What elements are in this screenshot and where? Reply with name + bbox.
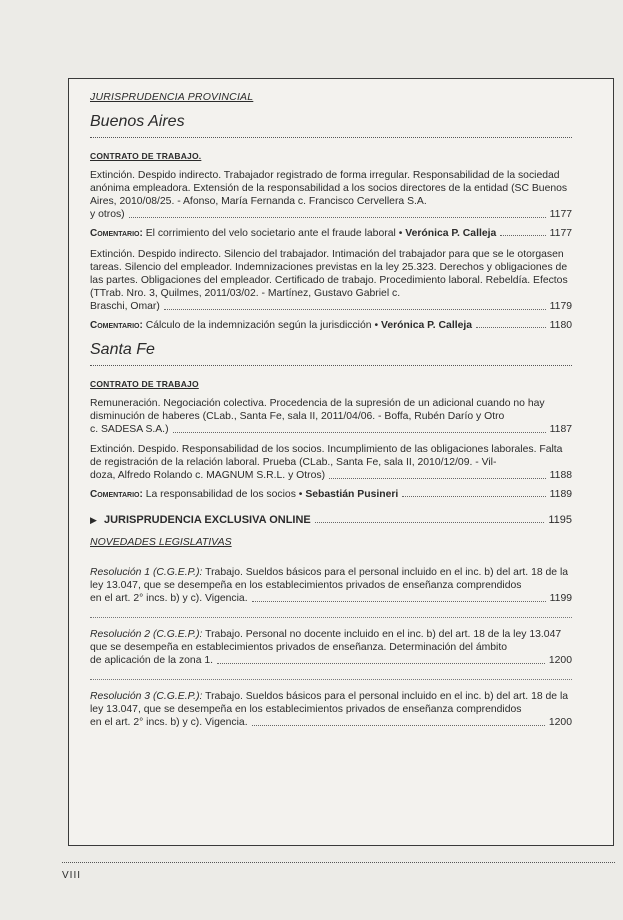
resolution-text: Trabajo. Personal no docente incluido en el inc. b) del art. 18 de la ley 13.047 que se desempeña en establecimientos privados de enseñanza. Determinación del ámbito [90, 629, 562, 653]
dot-leader [252, 601, 546, 602]
dot-leader [217, 663, 545, 664]
dot-leader [500, 235, 545, 236]
page-ref: 1177 [549, 228, 572, 239]
page-ref: 1179 [549, 301, 572, 312]
entry-text-last: y otros) [90, 209, 125, 220]
comment-text: Cálculo de la indemnización según la jurisdicción [145, 320, 372, 331]
resolution-entry[interactable] [90, 566, 572, 618]
comment-label: Comentario: [90, 489, 143, 500]
index-entry[interactable] [90, 397, 572, 436]
comment-author: Sebastián Pusineri [305, 489, 399, 500]
comment-text: La responsabilidad de los socios [145, 489, 296, 500]
index-box [68, 78, 614, 846]
resolution-entry[interactable] [90, 690, 572, 741]
resolution-text-last: de aplicación de la zona 1. [90, 655, 214, 666]
resolution-ref: Resolución 2 (C.G.E.P.): [90, 629, 203, 640]
online-link[interactable] [90, 514, 572, 526]
region-title: Buenos Aires [90, 113, 572, 138]
dot-leader [476, 327, 546, 328]
index-entry[interactable] [90, 443, 572, 482]
entry-text-last: c. SADESA S.A.) [90, 424, 169, 435]
page-ref: 1187 [549, 424, 572, 435]
entry-text-last: Braschi, Omar) [90, 301, 160, 312]
resolution-entry[interactable] [90, 628, 572, 680]
dot-leader [329, 478, 546, 479]
comment-label: Comentario: [90, 228, 143, 239]
comment-author: Verónica P. Calleja [405, 228, 497, 239]
page-ref: 1177 [549, 209, 572, 220]
bullet: • [398, 228, 403, 239]
resolution-ref: Resolución 3 (C.G.E.P.): [90, 691, 203, 702]
page-ref: 1199 [549, 593, 572, 604]
page-ref: 1195 [548, 514, 572, 526]
bullet: • [374, 320, 379, 331]
resolution-ref: Resolución 1 (C.G.E.P.): [90, 567, 203, 578]
resolution-text: Trabajo. Sueldos básicos para el personal incluido en el inc. b) del art. 18 de la ley 13.047, que se desempeña en los establecimientos privados de enseñanza comprendidos [90, 567, 569, 591]
entry-text: Extinción. Despido indirecto. Silencio del trabajador. Intimación del trabajador para que se le otorgasen tareas. Silencio del empleador. Indemnizaciones previstas en la ley 25.323. Derechos y obligaciones de las partes. Obligaciones del empleador. Certificado de trabajo. Procedimiento laboral. Rebeldía. Efectos (TTrab. Nro. 3, Quilmes, 2011/03/02. - Martínez, Gustavo Gabriel c. [90, 249, 568, 299]
region-title: Santa Fe [90, 341, 572, 366]
index-entry[interactable] [90, 248, 572, 313]
entry-text: Extinción. Despido indirecto. Trabajador registrado de forma irregular. Responsabilidad de la sociedad anónima empleadora. Extensión de la responsabilidad a los socios directores de la entidad (SC Buenos Aires, 2010/08/25. - Afonso, María Fernanda c. Francisco Cervellera S.A. [90, 170, 568, 207]
entry-text: Extinción. Despido. Responsabilidad de los socios. Incumplimiento de las obligaciones laborales. Falta de registración de la relación laboral. Prueba (CLab., Santa Fe, sala II, 2010/12/09. - Vil- [90, 444, 563, 468]
comment-label: Comentario: [90, 320, 143, 331]
resolution-text-last: en el art. 2° incs. b) y c). Vigencia. [90, 717, 248, 728]
dot-leader [173, 432, 546, 433]
footer-rule [62, 862, 615, 863]
subhead: CONTRATO DE TRABAJO [90, 379, 199, 389]
dot-leader [129, 217, 546, 218]
dot-leader [252, 725, 545, 726]
index-entry[interactable] [90, 169, 572, 221]
resolution-text: Trabajo. Sueldos básicos para el personal incluido en el inc. b) del art. 18 de la ley 13.047, que se desempeña en los establecimientos privados de enseñanza comprendidos [90, 691, 569, 715]
dot-leader [402, 496, 545, 497]
subhead: CONTRATO DE TRABAJO. [90, 151, 202, 161]
index-content [90, 91, 572, 751]
entry-text: Remuneración. Negociación colectiva. Procedencia de la supresión de un adicional cuando no hay disminución de haberes (CLab., Santa Fe, sala II, 2011/04/06. - Boffa, Rubén Darío y Otro [90, 398, 545, 422]
page-number: VIII [62, 870, 82, 881]
resolution-text-last: en el art. 2° incs. b) y c). Vigencia. [90, 593, 248, 604]
section-header: JURISPRUDENCIA PROVINCIAL [90, 91, 254, 103]
comment-entry[interactable] [90, 489, 572, 500]
entry-text-last: doza, Alfredo Rolando c. MAGNUM S.R.L. y Otros) [90, 470, 326, 481]
page-ref: 1180 [549, 320, 572, 331]
page-ref: 1189 [549, 489, 572, 500]
comment-author: Verónica P. Calleja [380, 320, 473, 331]
page-ref: 1200 [548, 655, 572, 666]
play-arrow-icon: ▶ [90, 515, 97, 525]
online-label: JURISPRUDENCIA EXCLUSIVA ONLINE [103, 514, 311, 526]
bullet: • [298, 489, 303, 500]
comment-entry[interactable] [90, 320, 572, 331]
comment-text: El corrimiento del velo societario ante el fraude laboral [145, 228, 396, 239]
novedades-header: NOVEDADES LEGISLATIVAS [90, 536, 232, 548]
page-ref: 1200 [548, 717, 572, 728]
dot-leader [164, 309, 546, 310]
dot-leader [315, 522, 545, 523]
comment-entry[interactable] [90, 228, 572, 239]
page-ref: 1188 [549, 470, 572, 481]
